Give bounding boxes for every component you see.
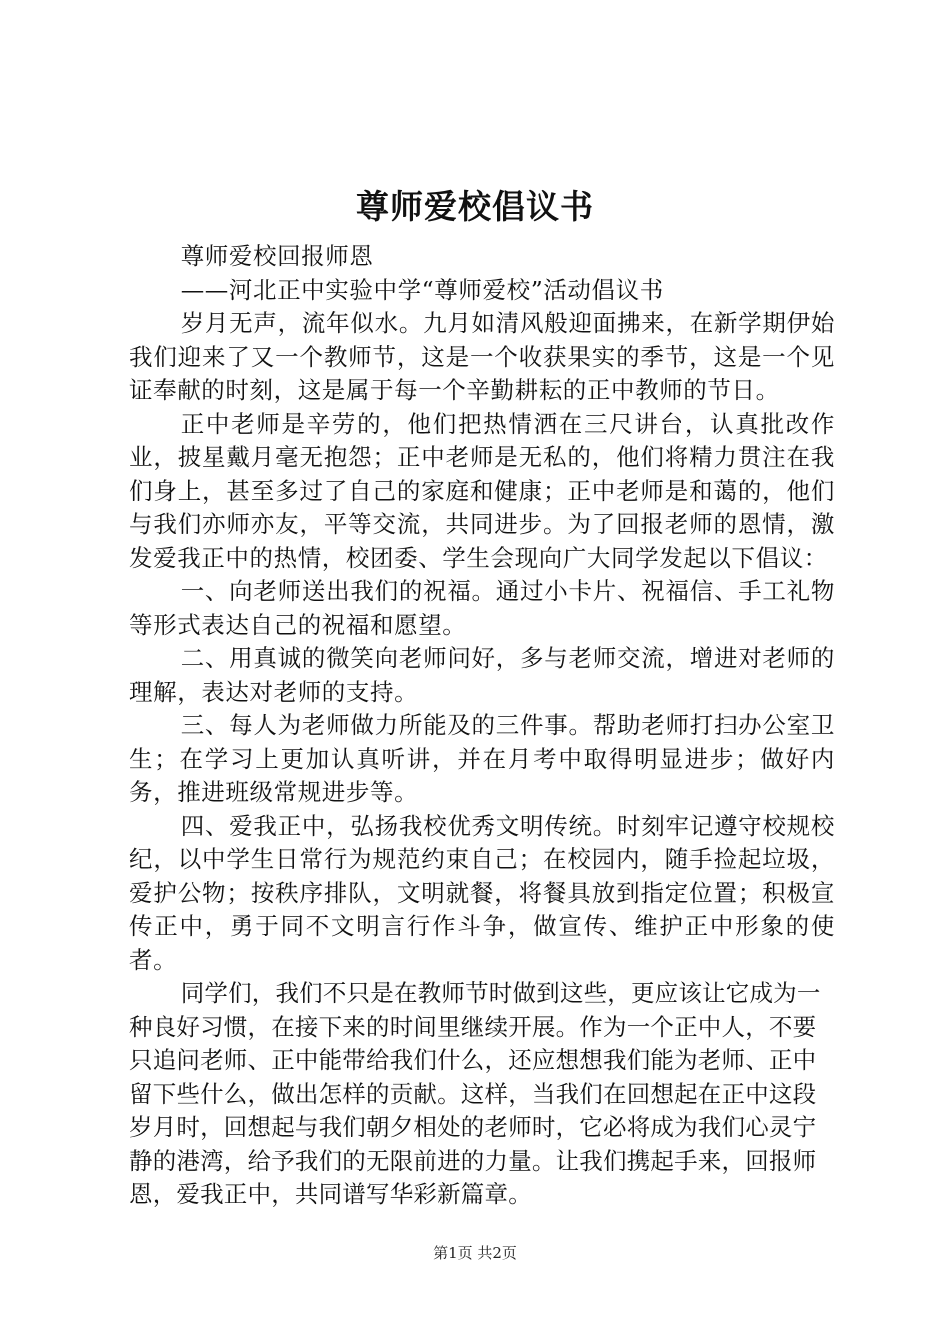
paragraph-teachers: 正中老师是辛劳的，他们把热情洒在三尺讲台，认真批改作业，披星戴月毫无抱怨；正中老师是无私的，他们将精力贯注在我们身上，甚至多过了自己的家庭和健康；正中老师是和蔼的，他们与我们亦师亦友，平等交流，共同进步。为了回报老师的恩情，激发爱我正中的热情，校团委、学生会现向广大同学发起以下倡议：: [129, 409, 835, 572]
proposal-item-2: 二、用真诚的微笑向老师问好，多与老师交流，增进对老师的理解，表达对老师的支持。: [129, 644, 835, 706]
proposal-item-1: 一、向老师送出我们的祝福。通过小卡片、祝福信、手工礼物等形式表达自己的祝福和愿望。: [129, 577, 835, 639]
paragraph-intro: 岁月无声，流年似水。九月如清风般迎面拂来，在新学期伊始我们迎来了又一个教师节，这是一个收获果实的季节，这是一个见证奉献的时刻，这是属于每一个辛勤耕耘的正中教师的节日。: [129, 309, 835, 404]
document-title: 尊师爱校倡议书: [356, 187, 594, 226]
subtitle-source: ——河北正中实验中学“尊师爱校”活动倡议书: [180, 275, 664, 304]
paragraph-closing: 同学们，我们不只是在教师节时做到这些，更应该让它成为一种良好习惯，在接下来的时间里继续开展。作为一个正中人，不要只追问老师、正中能带给我们什么，还应想想我们能为老师、正中留下些什么，做出怎样的贡献。这样，当我们在回想起在正中这段岁月时，回想起与我们朝夕相处的老师时，它必将成为我们心灵宁静的港湾，给予我们的无限前进的力量。让我们携起手来，回报师恩，爱我正中，共同谱写华彩新篇章。: [129, 979, 821, 1208]
page-number: 第1页 共2页: [433, 1244, 517, 1262]
proposal-item-3: 三、每人为老师做力所能及的三件事。帮助老师打扫办公室卫生；在学习上更加认真听讲，并在月考中取得明显进步；做好内务，推进班级常规进步等。: [129, 711, 835, 806]
proposal-item-4: 四、爱我正中，弘扬我校优秀文明传统。时刻牢记遵守校规校纪，以中学生日常行为规范约束自己；在校园内，随手捡起垃圾，爱护公物；按秩序排队，文明就餐，将餐具放到指定位置；积极宣传正中，勇于同不文明言行作斗争，做宣传、维护正中形象的使者。: [129, 811, 835, 974]
document-body: [129, 240, 835, 1212]
subtitle-line: 尊师爱校回报师恩: [180, 242, 374, 270]
